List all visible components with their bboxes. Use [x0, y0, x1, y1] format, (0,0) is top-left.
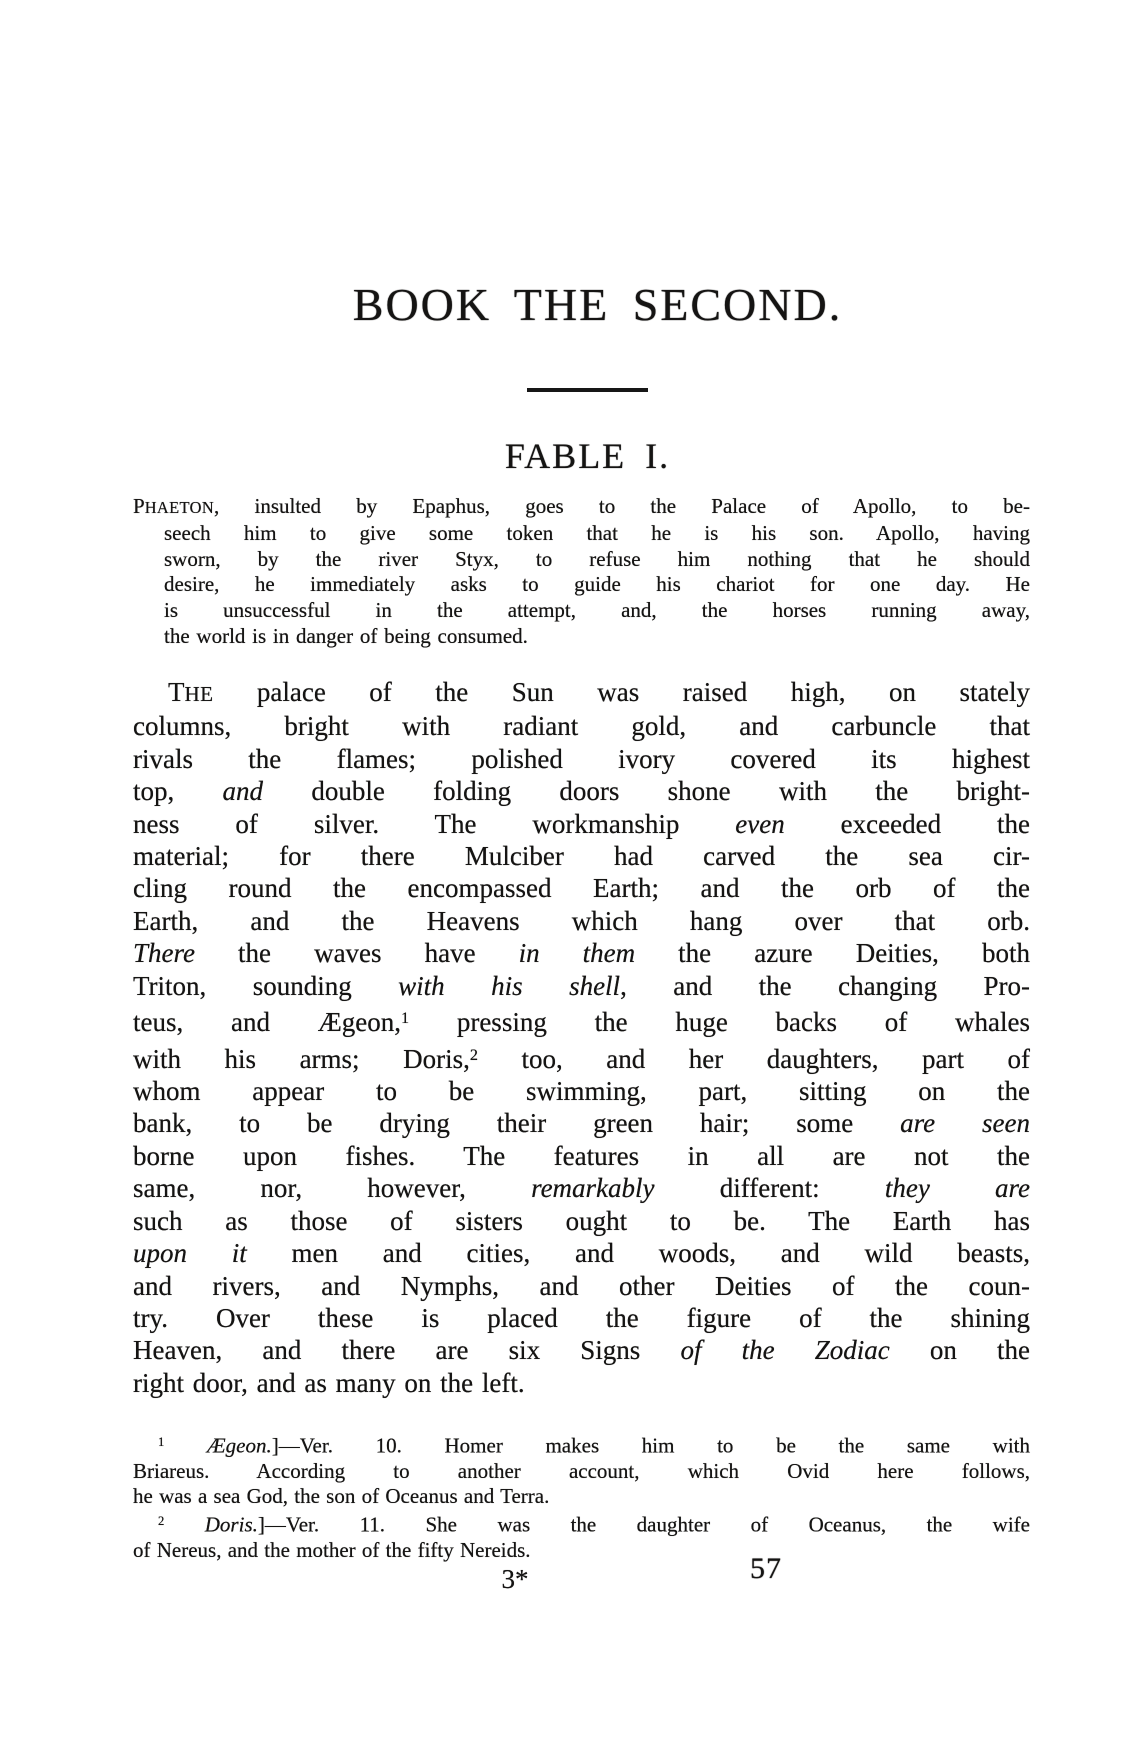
title-divider-rule: [527, 388, 648, 392]
body-line: and rivers, and Nymphs, and other Deities of the coun-: [133, 1270, 1030, 1301]
book-title: BOOK THE SECOND.: [352, 279, 843, 330]
body-line: ness of silver. The workmanship even exceeded the: [133, 808, 1030, 839]
summary-line: sworn, by the river Styx, to refuse him nothing that he should: [164, 546, 1030, 571]
body-line: Heaven, and there are six Signs of the Zodiac on the: [133, 1335, 1030, 1366]
footnotes: [133, 1430, 1030, 1563]
body-line: borne upon fishes. The features in all are not the: [133, 1140, 1030, 1171]
summary-line: the world is in danger of being consumed.: [164, 623, 528, 648]
summary-line: seech him to give some token that he is his son. Apollo, having: [164, 520, 1030, 545]
page-number: 57: [750, 1552, 782, 1585]
body-line: upon it men and cities, and woods, and wild beasts,: [133, 1238, 1030, 1269]
body-line: try. Over these is placed the figure of the shining: [133, 1302, 1030, 1333]
fable-summary: [133, 494, 1030, 650]
body-line: right door, and as many on the left.: [133, 1367, 525, 1398]
body-line: cling round the encompassed Earth; and the orb of the: [133, 873, 1030, 904]
summary-line: is unsuccessful in the attempt, and, the horses running away,: [164, 598, 1030, 623]
body-line: same, nor, however, remarkably different: they are: [133, 1173, 1030, 1204]
summary-line: PHAETON, insulted by Epaphus, goes to the Palace of Apollo, to be-: [133, 494, 1030, 518]
body-line: whom appear to be swimming, part, sitting on the: [133, 1076, 1030, 1107]
footnote-line: he was a sea God, the son of Oceanus and Terra.: [133, 1483, 550, 1508]
fable-heading: FABLE I.: [504, 436, 671, 476]
body-line: Triton, sounding with his shell, and the changing Pro-: [133, 970, 1030, 1001]
body-line: top, and double folding doors shone with the bright-: [133, 776, 1030, 807]
body-line: THE palace of the Sun was raised high, on stately: [168, 677, 1030, 707]
body-line: with his arms; Doris,$^2$ too, and her daughters, part of: [133, 1043, 1030, 1074]
body-line: columns, bright with radiant gold, and carbuncle that: [133, 711, 1030, 742]
footnote-line: $^1$ Ægeon.]—Ver. 10. Homer makes him to be the same with: [158, 1433, 1030, 1458]
body-line: teus, and Ægeon,$^1$ pressing the huge backs of whales: [133, 1007, 1031, 1038]
body-line: rivals the flames; polished ivory covered its highest: [133, 743, 1030, 774]
footnote-line: $^2$ Doris.]—Ver. 11. She was the daughter of Oceanus, the wife: [158, 1512, 1030, 1537]
body-line: Earth, and the Heavens which hang over that orb.: [133, 905, 1030, 936]
footnote-line: Briareus. According to another account, which Ovid here follows,: [133, 1458, 1030, 1483]
footnote-line: of Nereus, and the mother of the fifty Nereids.: [133, 1537, 531, 1562]
summary-line: desire, he immediately asks to guide his chariot for one day. He: [164, 572, 1030, 597]
body-line: such as those of sisters ought to be. The Earth has: [133, 1205, 1030, 1236]
signature-mark: 3*: [501, 1564, 529, 1594]
body-line: There the waves have in them the azure Deities, both: [133, 938, 1030, 969]
body-paragraph: [133, 676, 1030, 1399]
body-line: material; for there Mulciber had carved the sea cir-: [133, 841, 1030, 872]
body-line: bank, to be drying their green hair; some are seen: [133, 1108, 1030, 1139]
